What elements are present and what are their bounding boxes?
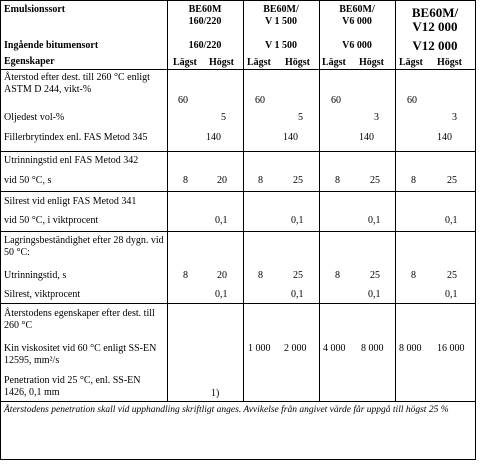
value-cell: 140 xyxy=(206,132,221,143)
col-divider xyxy=(243,1,244,401)
value-cell: 20 xyxy=(217,270,227,281)
row-divider xyxy=(1,69,475,70)
property-label: Utrinningstid enl FAS Metod 342 xyxy=(4,155,139,166)
product-grade: V 1 500 xyxy=(264,16,298,27)
value-cell: 3 xyxy=(374,112,379,123)
value-cell: 1 000 xyxy=(248,343,271,354)
property-label: Utrinningstid, s xyxy=(4,270,67,281)
value-cell: 20 xyxy=(217,175,227,186)
product-bitumen: 160/220 xyxy=(188,40,222,51)
col-divider xyxy=(395,1,396,401)
value-cell: 8 xyxy=(411,270,416,281)
property-label: Kin viskositet vid 60 °C enligt SS-EN 12595, mm²/s xyxy=(4,343,157,366)
value-cell: 8 xyxy=(411,175,416,186)
value-cell: 8 xyxy=(258,175,263,186)
product-name: BE60M/ xyxy=(339,4,375,15)
value-cell: 140 xyxy=(437,132,452,143)
properties-label: Egenskaper xyxy=(4,56,55,67)
value-cell: 140 xyxy=(283,132,298,143)
row-divider xyxy=(1,231,475,232)
col-divider xyxy=(167,1,168,401)
product-bitumen: V6 000 xyxy=(342,40,372,51)
row-divider xyxy=(1,151,475,152)
product-grade: 160/220 xyxy=(188,16,222,27)
value-cell: 8 xyxy=(258,270,263,281)
max-label: Högst xyxy=(359,57,384,68)
col-divider xyxy=(319,1,320,401)
value-cell: 60 xyxy=(178,95,188,106)
product-bitumen: V 1 500 xyxy=(264,40,298,51)
value-cell: 0,1 xyxy=(215,289,228,300)
max-label: Högst xyxy=(285,57,310,68)
product-name: BE60M xyxy=(188,4,222,15)
value-cell: 140 xyxy=(359,132,374,143)
min-label: Lägst xyxy=(322,57,346,68)
max-label: Högst xyxy=(437,57,462,68)
value-cell: 5 xyxy=(298,112,303,123)
value-cell: 25 xyxy=(293,175,303,186)
value-cell: 0,1 xyxy=(291,289,304,300)
min-label: Lägst xyxy=(173,57,197,68)
value-cell: 8 xyxy=(335,175,340,186)
value-cell: 25 xyxy=(370,270,380,281)
value-cell: 0,1 xyxy=(368,289,381,300)
property-label: Återstod efter dest. till 260 °C enligt ASTM D 244, vikt-% xyxy=(4,72,150,95)
value-cell: 60 xyxy=(255,95,265,106)
emulsion-label: Emulsionssort xyxy=(4,4,66,15)
product-name: BE60M/ xyxy=(263,4,299,15)
property-label: Silrest, viktprocent xyxy=(4,289,81,300)
value-cell: 0,1 xyxy=(215,215,228,226)
product-name: BE60M/ xyxy=(411,5,459,20)
row-divider xyxy=(1,303,475,304)
product-bitumen: V12 000 xyxy=(412,38,458,53)
value-cell: 0,1 xyxy=(445,215,458,226)
min-label: Lägst xyxy=(247,57,271,68)
row-divider xyxy=(1,191,475,192)
value-cell: 8 000 xyxy=(361,343,384,354)
value-cell: 16 000 xyxy=(437,343,465,354)
property-label: Silrest vid enligt FAS Metod 341 xyxy=(4,196,137,207)
property-label: vid 50 °C, i viktprocent xyxy=(4,215,99,226)
footnote: Återstodens penetration skall vid upphandling skriftligt anges. Avvikelse från angivet värde får uppgå till högst 25 % xyxy=(4,405,449,415)
value-cell: 0,1 xyxy=(368,215,381,226)
property-label: Fillerbrytindex enl. FAS Metod 345 xyxy=(4,132,148,143)
value-cell: 25 xyxy=(447,270,457,281)
min-label: Lägst xyxy=(399,57,423,68)
row-divider xyxy=(1,401,475,402)
value-cell: 60 xyxy=(331,95,341,106)
value-cell: 8 xyxy=(183,175,188,186)
value-cell: 0,1 xyxy=(291,215,304,226)
property-label: Återstodens egenskaper efter dest. till 260 °C xyxy=(4,308,155,331)
product-grade: V6 000 xyxy=(342,16,372,27)
value-cell: 8 xyxy=(183,270,188,281)
max-label: Högst xyxy=(209,57,234,68)
value-cell: 8 xyxy=(335,270,340,281)
value-cell: 2 000 xyxy=(284,343,307,354)
product-grade: V12 000 xyxy=(412,19,458,34)
value-cell: 0,1 xyxy=(445,289,458,300)
value-cell: 5 xyxy=(221,112,226,123)
property-label: vid 50 °C, s xyxy=(4,175,52,186)
value-cell: 8 000 xyxy=(399,343,422,354)
bitumen-label: Ingående bitumensort xyxy=(4,40,99,51)
value-cell: 60 xyxy=(407,95,417,106)
value-cell: 4 000 xyxy=(323,343,346,354)
property-label: Oljedest vol-% xyxy=(4,112,65,123)
value-cell: 25 xyxy=(370,175,380,186)
value-cell: 3 xyxy=(452,112,457,123)
value-cell: 25 xyxy=(293,270,303,281)
value-cell: 25 xyxy=(447,175,457,186)
footnote-marker: 1) xyxy=(211,388,220,399)
property-label: Lagringsbeständighet efter 28 dygn. vid 50 °C: xyxy=(4,235,164,258)
property-label: Penetration vid 25 °C, enl. SS-EN 1426, 0,1 mm xyxy=(4,375,141,398)
